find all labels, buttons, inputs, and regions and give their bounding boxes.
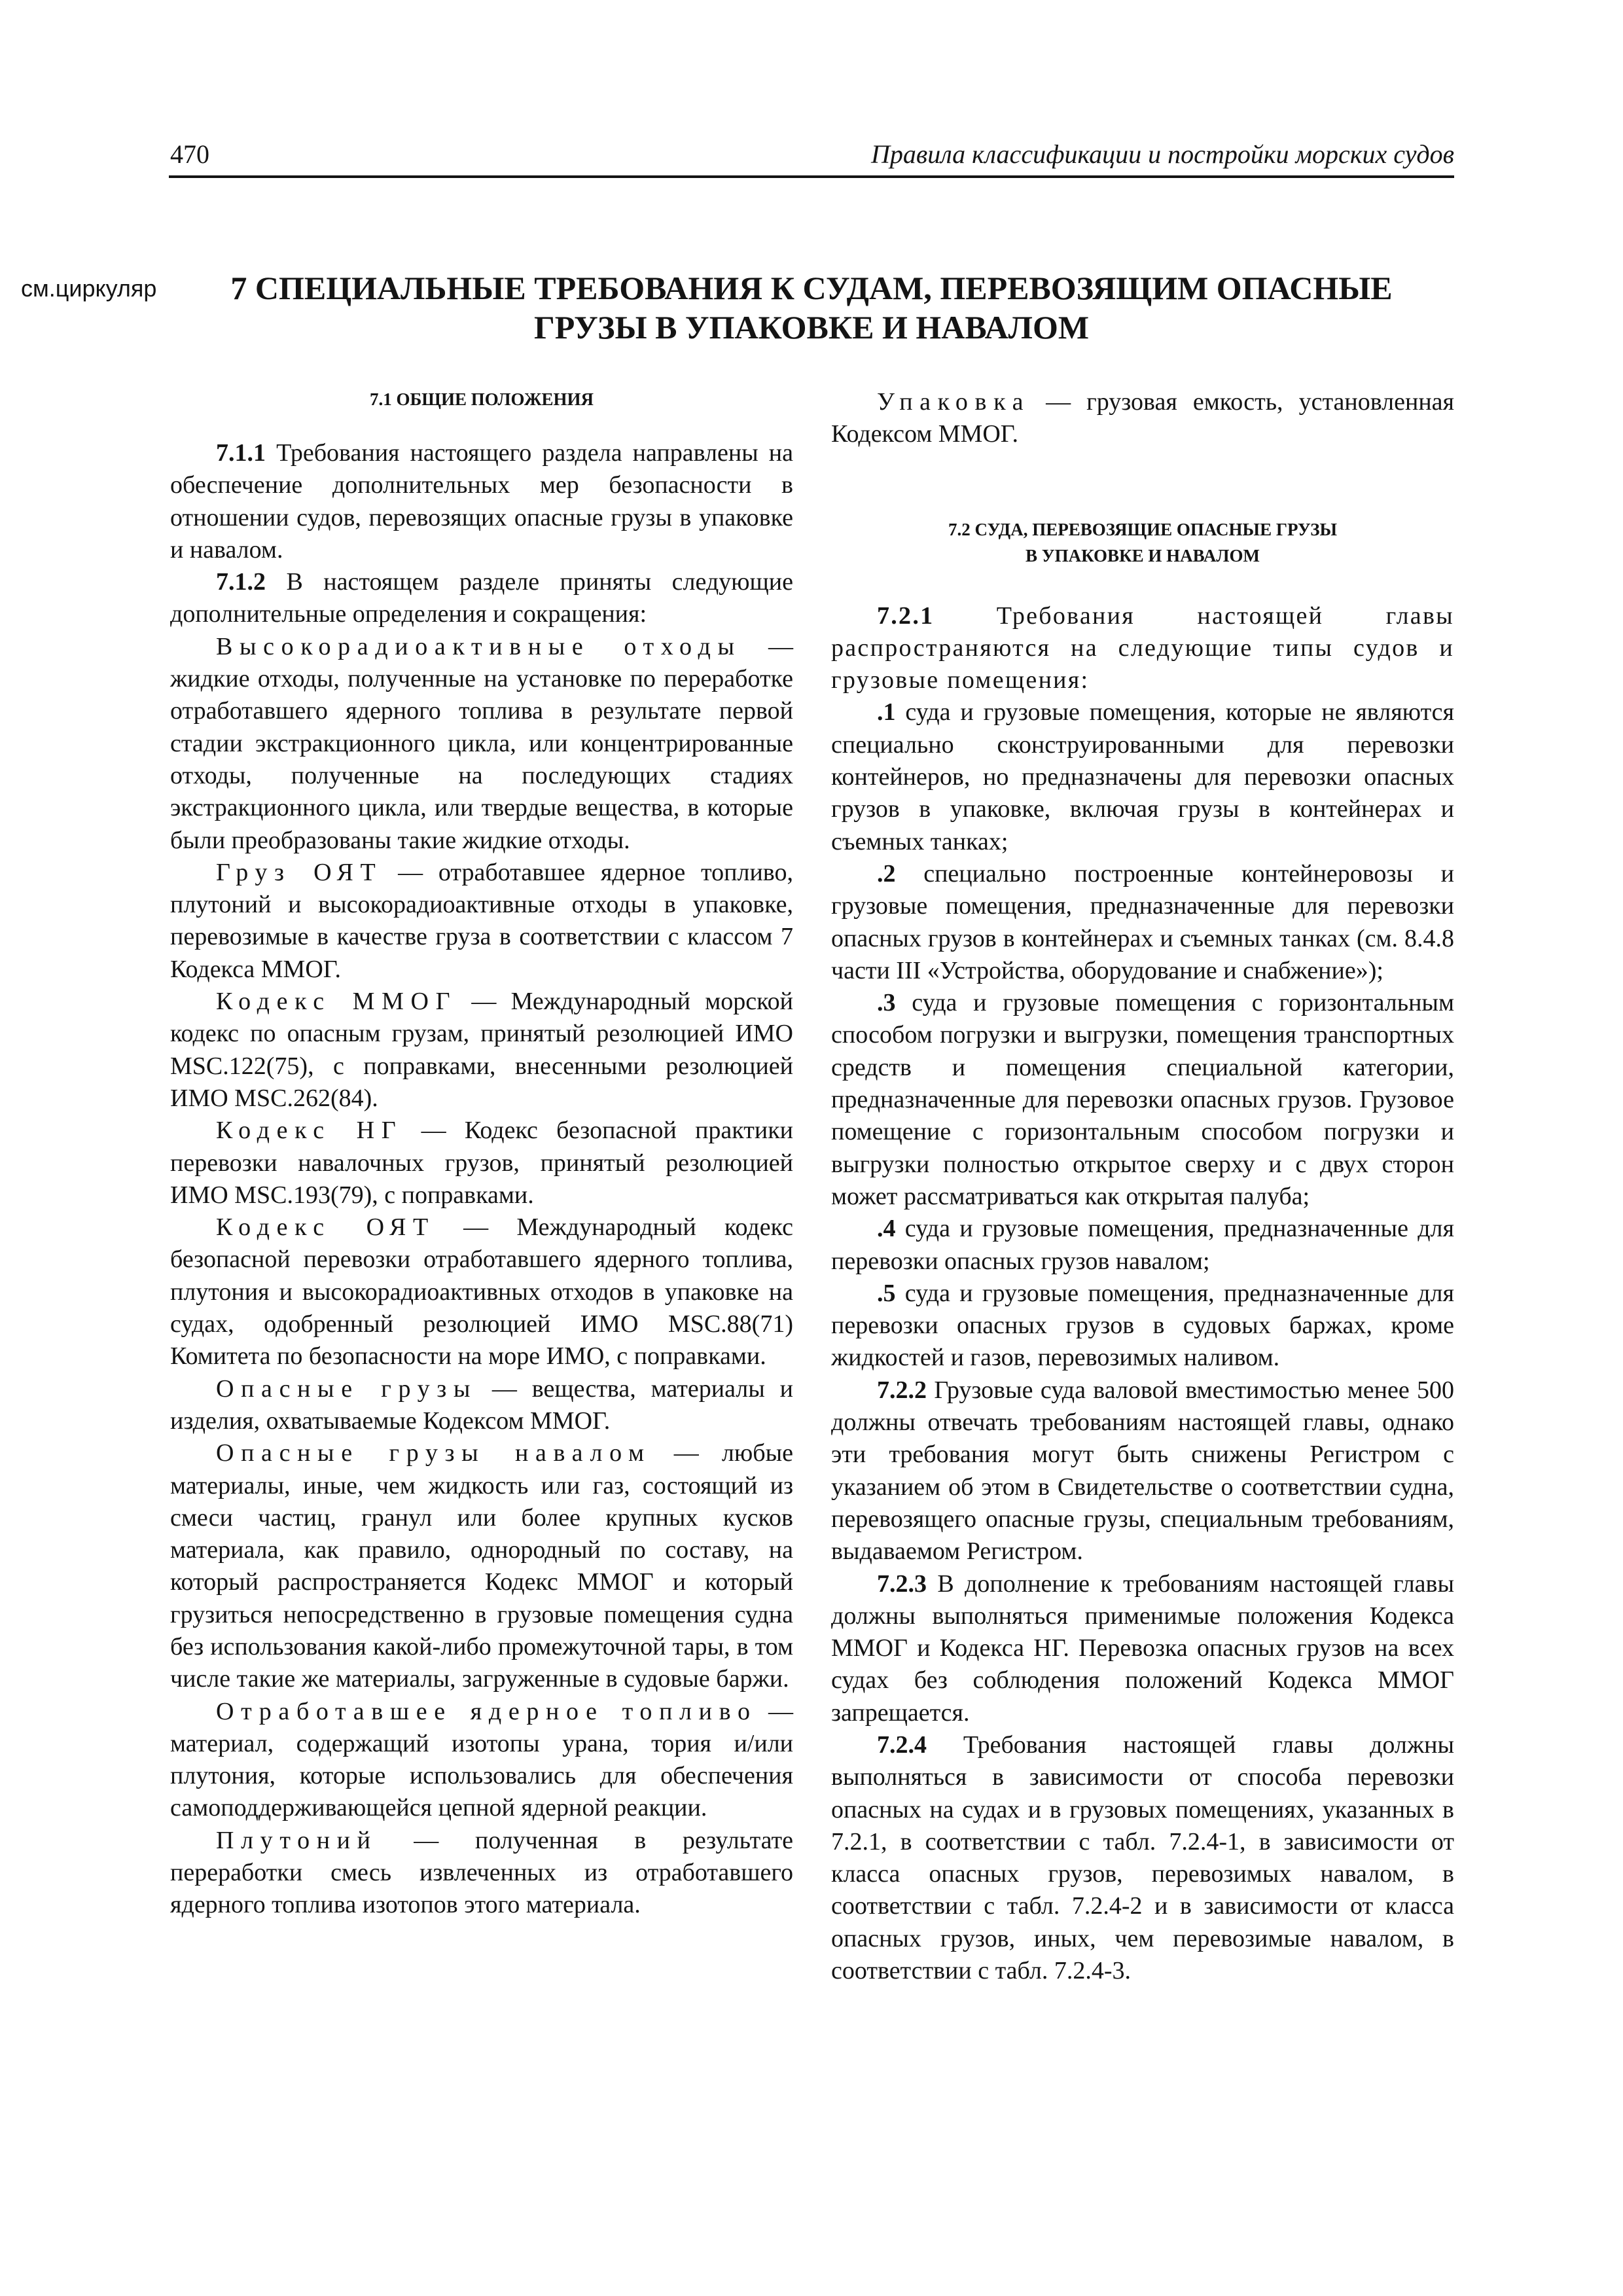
item-number: .1: [877, 698, 896, 726]
paragraph-7-2-1: 7.2.1 Требования настоящей главы распространяются на следующие типы судов и грузовые помещения:: [831, 601, 1454, 694]
section-heading-7-2: 7.2 СУДА, ПЕРЕВОЗЯЩИЕ ОПАСНЫЕ ГРУЗЫ В УПАКОВКЕ И НАВАЛОМ: [948, 519, 1338, 565]
clause-number: 7.2.4: [877, 1731, 927, 1759]
definition-package: Упаковка — грузовая емкость, установленная Кодексом ММОГ.: [831, 388, 1454, 448]
list-item-2: .2 специально построенные контейнеровозы и грузовые помещения, предназначенные для перевозки опасных грузов в контейнерах и съемных танках (см. 8.4.8 части III «Устройства, оборудование и снабжение»);: [831, 859, 1454, 984]
clause-number: 7.1.2: [216, 568, 266, 596]
definition-imdg-code: Кодекс ММОГ — Международный морской кодекс по опасным грузам, принятый резолюцией ИМО MSC.122(75), с поправками, внесенными резолюцией ИМО MSC.262(84).: [170, 988, 793, 1112]
paragraph-7-2-4: 7.2.4 Требования настоящей главы должны выполняться в зависимости от способа перевозки опасных на судах и в грузовых помещениях, указанных в 7.2.1, в соответствии с табл. 7.2.4-1, в зависимости от класса опасных грузов, перевозимых навалом, в соответствии с табл. 7.2.4-2 и в зависимости от класса опасных грузов, иных, чем перевозимые навалом, в соответствии с табл. 7.2.4-3.: [831, 1731, 1454, 1985]
page-number: 470: [170, 139, 209, 169]
header-rule: [169, 175, 1454, 178]
definition-term: Опасные грузы: [216, 1374, 478, 1403]
definition-inf-code: Кодекс ОЯТ — Международный кодекс безопасной перевозки отработавшего ядерного топлива, плутония и высокорадиоактивных отходов в упаковке на судах, одобренный резолюцией ИМО MSC.88(71) Комитета по безопасности на море ИМО, с поправками.: [170, 1213, 793, 1371]
definition-dangerous-goods: Опасные грузы — вещества, материалы и изделия, охватываемые Кодексом ММОГ.: [170, 1374, 793, 1435]
left-column: [170, 386, 793, 1922]
definition-dangerous-goods-bulk: Опасные грузы навалом — любые материалы, иные, чем жидкость или газ, состоящий из смеси частиц, гранул или более крупных кусков материала, как правило, однородный по составу, на который распространяется Кодекс ММОГ и который грузиться непосредственно в грузовые помещения судна без использования какой-либо промежуточной тары, в том числе такие же материалы, загруженные в судовые баржи.: [170, 1439, 793, 1693]
definition-imsbc-code: Кодекс НГ — Кодекс безопасной практики перевозки навалочных грузов, принятый резолюцией ИМО MSC.193(79), с поправками.: [170, 1117, 793, 1209]
definition-spent-nuclear-fuel: Отработавшее ядерное топливо — материал, содержащий изотопы урана, тория и/или плутония, которые использовались для обеспечения самоподдерживающейся цепной ядерной реакции.: [170, 1697, 793, 1822]
definition-term: Кодекс ММОГ: [216, 988, 457, 1016]
running-title: Правила классификации и постройки морских судов: [870, 139, 1454, 169]
definition-term: Плутоний: [216, 1826, 378, 1854]
clause-number: 7.2.3: [877, 1570, 927, 1598]
definition-term: Высокорадиоактивные отходы: [216, 632, 741, 660]
paragraph-7-1-1: 7.1.1 Требования настоящего раздела направлены на обеспечение дополнительных мер безопасности в отношении судов, перевозящих опасные грузы в упаковке и навалом.: [170, 439, 793, 564]
list-item-1: .1 суда и грузовые помещения, которые не являются специально сконструированными для перевозки контейнеров, но предназначены для перевозки опасных грузов в упаковке, включая грузы в контейнерах и съемных танках;: [831, 698, 1454, 855]
list-item-4: .4 суда и грузовые помещения, предназначенные для перевозки опасных грузов навалом;: [831, 1215, 1454, 1275]
definition-term: Опасные грузы навалом: [216, 1439, 651, 1467]
definition-term: Упаковка: [877, 388, 1031, 416]
item-number: .5: [877, 1279, 896, 1307]
section-heading-7-1: 7.1 ОБЩИЕ ПОЛОЖЕНИЯ: [369, 389, 594, 409]
paragraph-7-1-2: 7.1.2 В настоящем разделе приняты следующие дополнительные определения и сокращения:: [170, 568, 793, 628]
definition-high-level-waste: Высокорадиоактивные отходы — жидкие отходы, полученные на установке по переработке отработавшего ядерного топлива в результате первой стадии экстракционного цикла, или концентрированные отходы, полученные на последующих стадиях экстракционного цикла, или твердые вещества, в которые были преобразованы такие жидкие отходы.: [170, 632, 794, 854]
definition-plutonium: Плутоний — полученная в результате переработки смесь извлеченных из отработавшего ядерного топлива изотопов этого материала.: [170, 1826, 793, 1919]
definition-inf-cargo: Груз ОЯТ — отработавшее ядерное топливо, плутоний и высокорадиоактивные отходы в упаковке, перевозимые в качестве груза в соответствии с классом 7 Кодекса ММОГ.: [170, 858, 793, 983]
definition-term: Кодекс ОЯТ: [216, 1213, 435, 1242]
clause-number: 7.1.1: [216, 439, 266, 467]
list-item-3: .3 суда и грузовые помещения с горизонтальным способом погрузки и выгрузки, помещения транспортных средств и помещения специальной категории, предназначенные для перевозки опасных грузов. Грузовое помещение с горизонтальным способом погрузки и выгрузки полностью открытое сверху и с двух сторон может рассматриваться как открытая палуба;: [831, 989, 1454, 1210]
clause-number: 7.2.2: [877, 1376, 927, 1404]
list-item-5: .5 суда и грузовые помещения, предназначенные для перевозки опасных грузов в судовых баржах, кроме жидкостей и газов, перевозимых наливом.: [831, 1279, 1454, 1372]
item-number: .2: [877, 859, 896, 888]
definition-term: Кодекс НГ: [216, 1117, 403, 1145]
margin-note: см.циркуляр: [21, 275, 157, 302]
clause-number: 7.2.1: [877, 601, 935, 630]
right-column: [831, 386, 1454, 1987]
definition-term: Груз ОЯТ: [216, 858, 383, 886]
paragraph-7-2-2: 7.2.2 Грузовые суда валовой вместимостью менее 500 должны отвечать требованиям настоящей главы, однако эти требования могут быть снижены Регистром с указанием об этом в Свидетельстве о соответствии судна, перевозящего опасные грузы, специальным требованиям, выдаваемом Регистром.: [831, 1376, 1454, 1566]
paragraph-7-2-3: 7.2.3 В дополнение к требованиям настоящей главы должны выполняться применимые положения Кодекса ММОГ и Кодекса НГ. Перевозка опасных грузов на всех судах без соблюдения положений Кодекса ММОГ запрещается.: [831, 1570, 1454, 1727]
definition-term: Отработавшее ядерное топливо: [216, 1697, 757, 1725]
chapter-title-line-1: 7 СПЕЦИАЛЬНЫЕ ТРЕБОВАНИЯ К СУДАМ, ПЕРЕВОЗЯЩИМ ОПАСНЫЕ: [230, 270, 1393, 306]
chapter-title-line-2: ГРУЗЫ В УПАКОВКЕ И НАВАЛОМ: [533, 309, 1090, 346]
chapter-title: [196, 268, 1427, 347]
item-number: .4: [877, 1215, 896, 1243]
item-number: .3: [877, 989, 896, 1017]
